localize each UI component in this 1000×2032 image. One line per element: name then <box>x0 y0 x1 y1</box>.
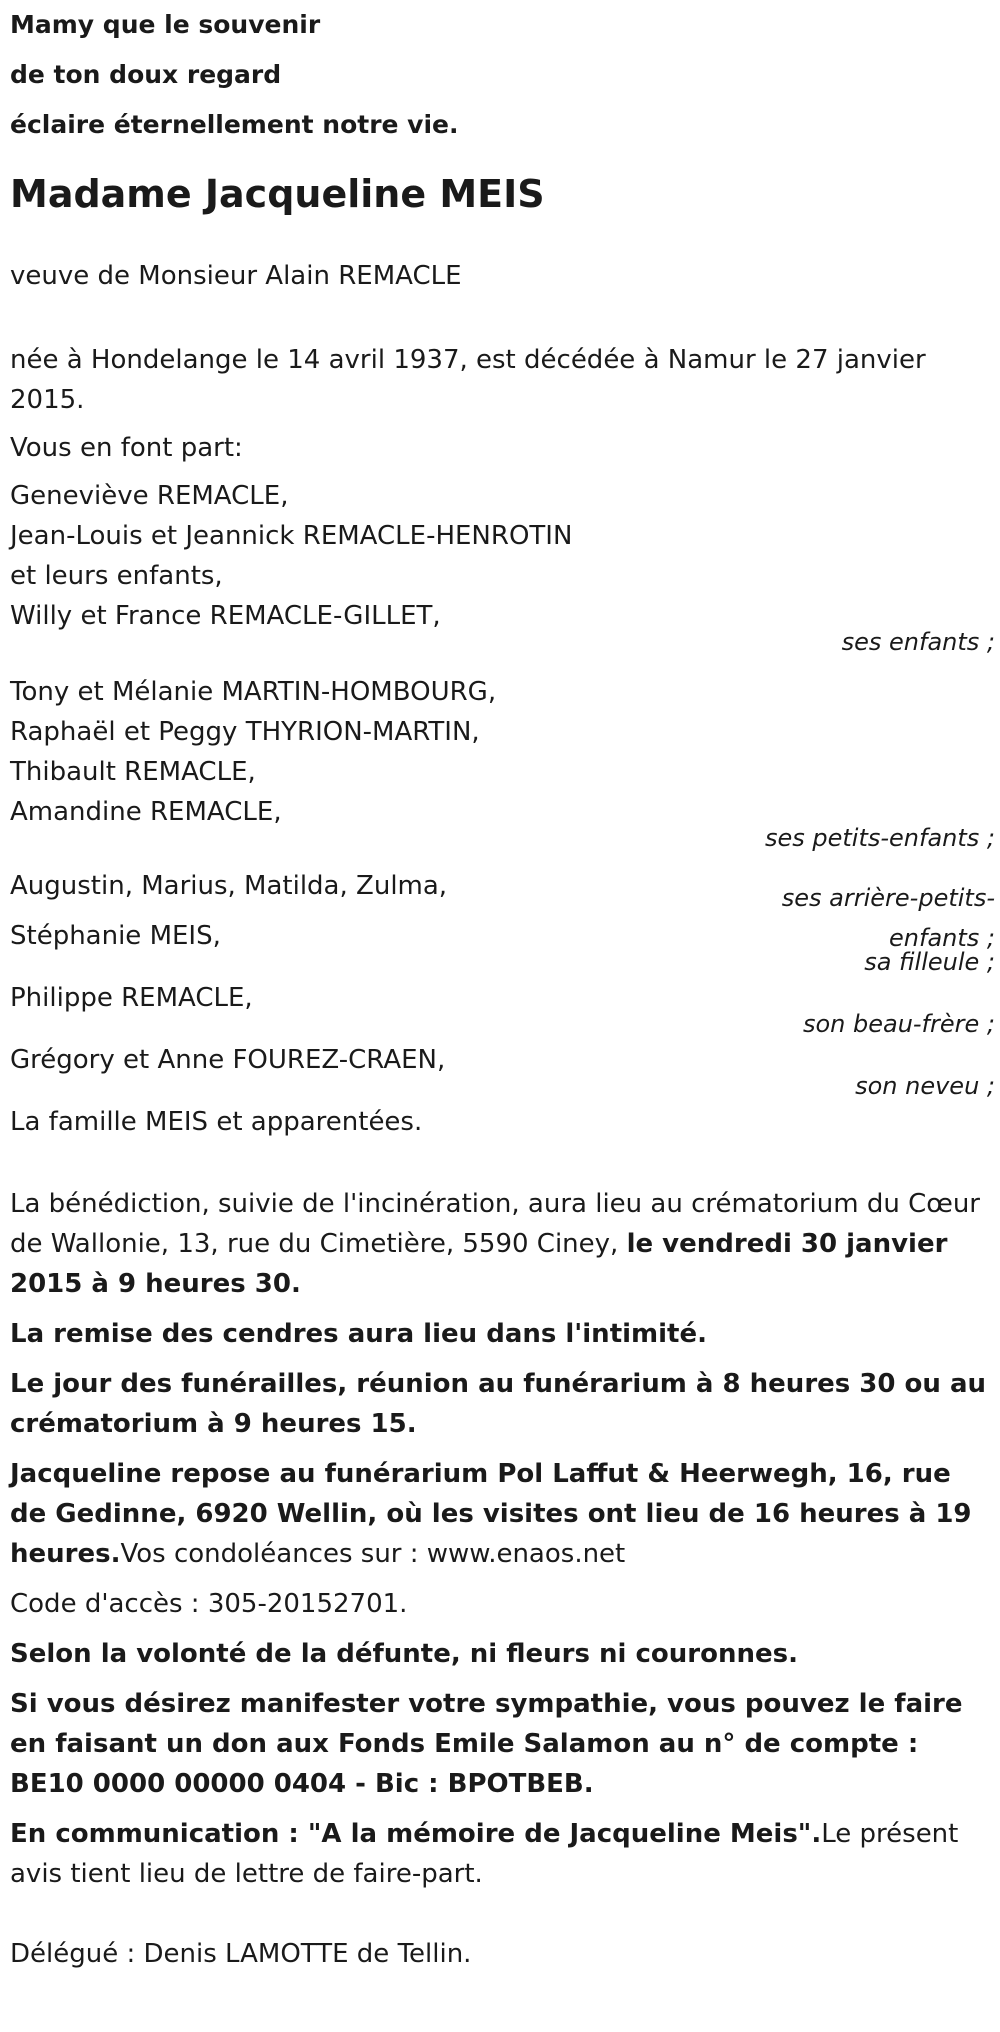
no-flowers-notice: Selon la volonté de la défunte, ni fleurs ni couronnes. <box>10 1639 798 1669</box>
family-name: Raphaël et Peggy THYRION-MARTIN, <box>10 717 480 747</box>
deceased-name: Madame Jacqueline MEIS <box>10 172 545 216</box>
relation-label: ses petits-enfants ; <box>764 824 995 852</box>
sympathy-donation: Si vous désirez manifester votre sympathie, vous pouvez le faire en faisant un don aux Fonds Emile Salamon au n° de compte : BE10 0000 00000 0404 - Bic : BPOTBEB. <box>10 1689 963 1799</box>
relation-label: ses arrière-petits-enfants ; <box>781 884 995 952</box>
family-name: Grégory et Anne FOUREZ-CRAEN, <box>10 1045 446 1075</box>
family-name: Willy et France REMACLE-GILLET, <box>10 601 441 631</box>
letter-notice: Le présent avis tient lieu de lettre de faire-part. <box>10 1819 959 1889</box>
relation-label: son beau-frère ; <box>802 1010 995 1038</box>
widow-of: veuve de Monsieur Alain REMACLE <box>10 261 462 291</box>
family-name: Philippe REMACLE, <box>10 983 253 1013</box>
delegate: Délégué : Denis LAMOTTE de Tellin. <box>10 1939 472 1969</box>
relation-label: son neveu ; <box>855 1072 995 1100</box>
family-line: La famille MEIS et apparentées. <box>10 1107 423 1137</box>
family-group-brother-in-law <box>10 978 995 1038</box>
family-name: Jean-Louis et Jeannick REMACLE-HENROTIN <box>10 521 573 551</box>
family-group-nephew <box>10 1040 995 1100</box>
names-list <box>10 916 221 956</box>
rests-paragraph <box>10 1454 995 1574</box>
announcement-intro: Vous en font part: <box>10 433 243 463</box>
condolences-text: Vos condoléances sur : www.enaos.net <box>120 1539 626 1569</box>
poem <box>10 0 995 150</box>
communication-text: En communication : "A la mémoire de Jacqueline Meis". <box>10 1819 822 1849</box>
family-name: Geneviève REMACLE, <box>10 481 289 511</box>
funeral-day-notice: Le jour des funérailles, réunion au funérarium à 8 heures 30 ou au crématorium à 9 heures 15. <box>10 1369 987 1439</box>
poem-line: de ton doux regard <box>10 60 282 89</box>
relation-label: ses enfants ; <box>841 628 995 656</box>
benediction-paragraph <box>10 1184 995 1304</box>
family-group-children <box>10 476 995 656</box>
family-name: Augustin, Marius, Matilda, Zulma, <box>10 871 448 901</box>
names-list <box>10 476 572 636</box>
family-group-grandchildren <box>10 672 995 852</box>
poem-line: éclaire éternellement notre vie. <box>10 110 459 139</box>
benediction-date: le vendredi 30 janvier 2015 à 9 heures 30. <box>10 1229 948 1299</box>
names-list <box>10 866 447 906</box>
ashes-notice: La remise des cendres aura lieu dans l'intimité. <box>10 1319 707 1349</box>
communication-paragraph <box>10 1814 995 1894</box>
rests-location: Jacqueline repose au funérarium Pol Laffut & Heerwegh, 16, rue de Gedinne, 6920 Wellin, où les visites ont lieu de 16 heures à 19 heures. <box>10 1459 972 1569</box>
names-list <box>10 1040 445 1080</box>
family-name: Amandine REMACLE, <box>10 797 282 827</box>
poem-line: Mamy que le souvenir <box>10 10 321 39</box>
relation-label: sa filleule ; <box>864 948 995 976</box>
family-name: Thibault REMACLE, <box>10 757 256 787</box>
birth-death-info: née à Hondelange le 14 avril 1937, est décédée à Namur le 27 janvier 2015. <box>10 345 926 415</box>
names-list <box>10 672 496 832</box>
names-list <box>10 978 253 1018</box>
obituary-page <box>10 0 995 1974</box>
family-name: Stéphanie MEIS, <box>10 921 221 951</box>
family-name: et leurs enfants, <box>10 561 223 591</box>
access-code: Code d'accès : 305-20152701. <box>10 1589 408 1619</box>
family-name: Tony et Mélanie MARTIN-HOMBOURG, <box>10 677 497 707</box>
benediction-text: La bénédiction, suivie de l'incinération, aura lieu au crématorium du Cœur de Wallonie, 13, rue du Cimetière, 5590 Ciney, <box>10 1189 980 1259</box>
